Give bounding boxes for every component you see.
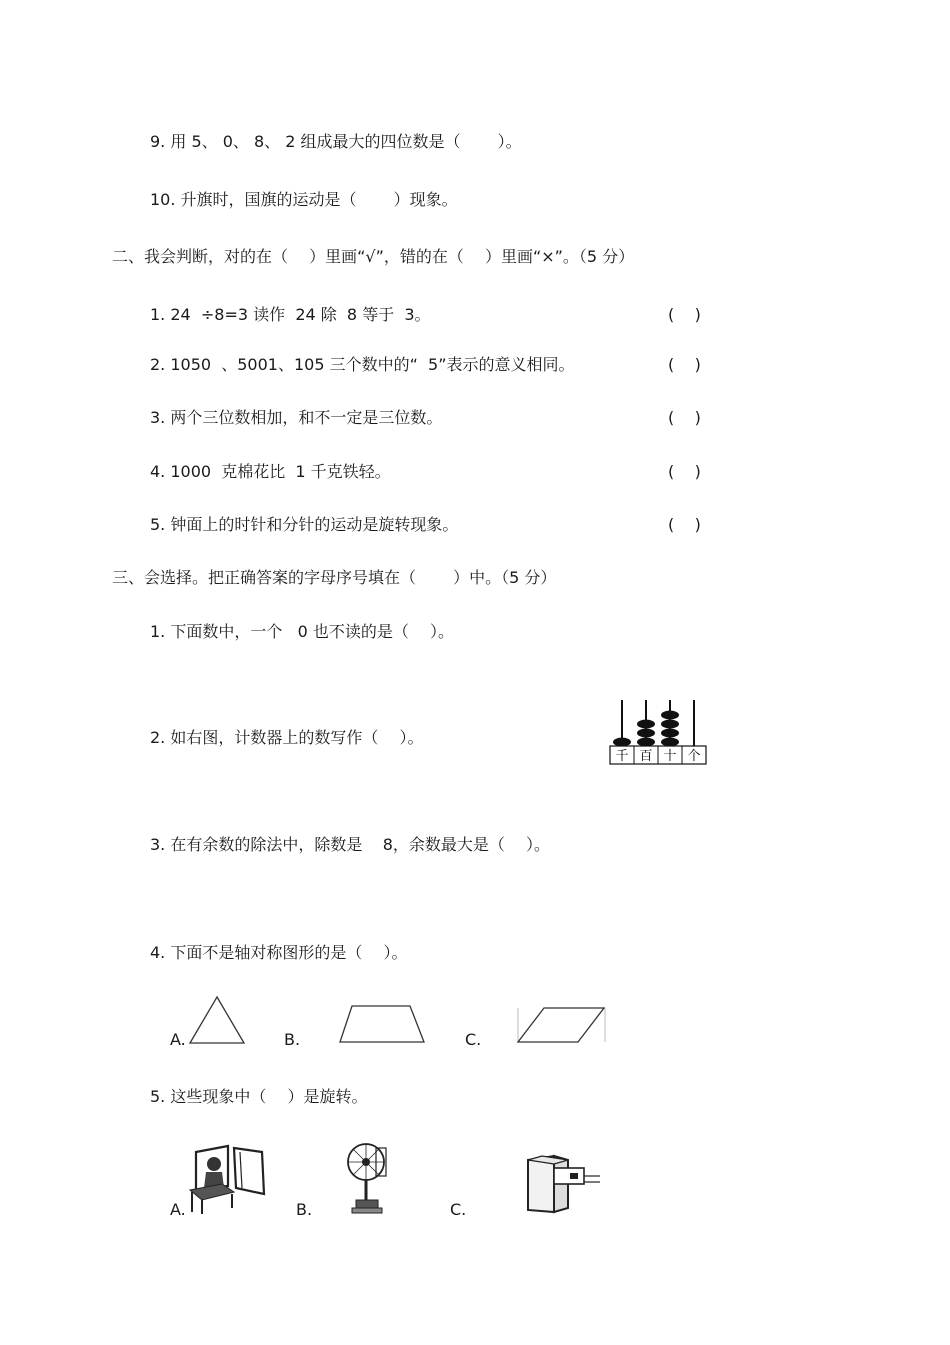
window-slide-icon bbox=[188, 1142, 268, 1216]
answer-paren-2[interactable]: ( ) bbox=[668, 355, 701, 374]
answer-paren-1[interactable]: ( ) bbox=[668, 305, 701, 324]
choice-question-3: 3. 在有余数的除法中，除数是 8，余数最大是（ ）。 bbox=[150, 835, 550, 854]
answer-paren-4[interactable]: ( ) bbox=[668, 462, 701, 481]
q4-option-a-label[interactable]: A. bbox=[170, 1030, 186, 1049]
abacus-label-hundreds: 百 bbox=[639, 749, 653, 764]
question-9: 9. 用 5、 0、 8、 2 组成最大的四位数是（ ）。 bbox=[150, 132, 522, 151]
judge-item-1: 1. 24 ÷8=3 读作 24 除 8 等于 3。 bbox=[150, 305, 431, 324]
drawer-cabinet-icon bbox=[524, 1152, 604, 1216]
abacus-label-ones: 个 bbox=[687, 749, 701, 764]
q4-option-b-label[interactable]: B. bbox=[284, 1030, 301, 1049]
abacus-label-thousands: 千 bbox=[615, 749, 629, 764]
choice-question-4: 4. 下面不是轴对称图形的是（ ）。 bbox=[150, 943, 408, 962]
choice-question-5: 5. 这些现象中（ ）是旋转。 bbox=[150, 1087, 368, 1106]
abacus-label-tens: 十 bbox=[663, 749, 677, 764]
q5-option-a-label[interactable]: A. bbox=[170, 1200, 186, 1219]
answer-paren-5[interactable]: ( ) bbox=[668, 515, 701, 534]
q4-option-c-label[interactable]: C. bbox=[465, 1030, 482, 1049]
electric-fan-icon bbox=[342, 1140, 392, 1216]
judge-item-2: 2. 1050 、5001、105 三个数中的“ 5”表示的意义相同。 bbox=[150, 355, 575, 374]
choice-question-2: 2. 如右图，计数器上的数写作（ ）。 bbox=[150, 728, 424, 747]
q5-option-b-label[interactable]: B. bbox=[296, 1200, 313, 1219]
q5-option-c-label[interactable]: C. bbox=[450, 1200, 467, 1219]
judge-item-4: 4. 1000 克棉花比 1 千克铁轻。 bbox=[150, 462, 391, 481]
answer-paren-3[interactable]: ( ) bbox=[668, 408, 701, 427]
choice-question-1: 1. 下面数中，一个 0 也不读的是（ ）。 bbox=[150, 622, 454, 641]
section-3-heading: 三、会选择。把正确答案的字母序号填在（ ）中。（5 分） bbox=[112, 568, 557, 587]
triangle-icon bbox=[188, 995, 246, 1045]
judge-item-5: 5. 钟面上的时针和分针的运动是旋转现象。 bbox=[150, 515, 459, 534]
trapezoid-icon bbox=[338, 1004, 428, 1046]
judge-item-3: 3. 两个三位数相加，和不一定是三位数。 bbox=[150, 408, 443, 427]
abacus-icon bbox=[606, 696, 710, 768]
section-2-heading: 二、我会判断，对的在（ ）里画“√”，错的在（ ）里画“×”。（5 分） bbox=[112, 247, 635, 266]
parallelogram-icon bbox=[516, 1006, 608, 1046]
question-10: 10. 升旗时，国旗的运动是（ ）现象。 bbox=[150, 190, 458, 209]
